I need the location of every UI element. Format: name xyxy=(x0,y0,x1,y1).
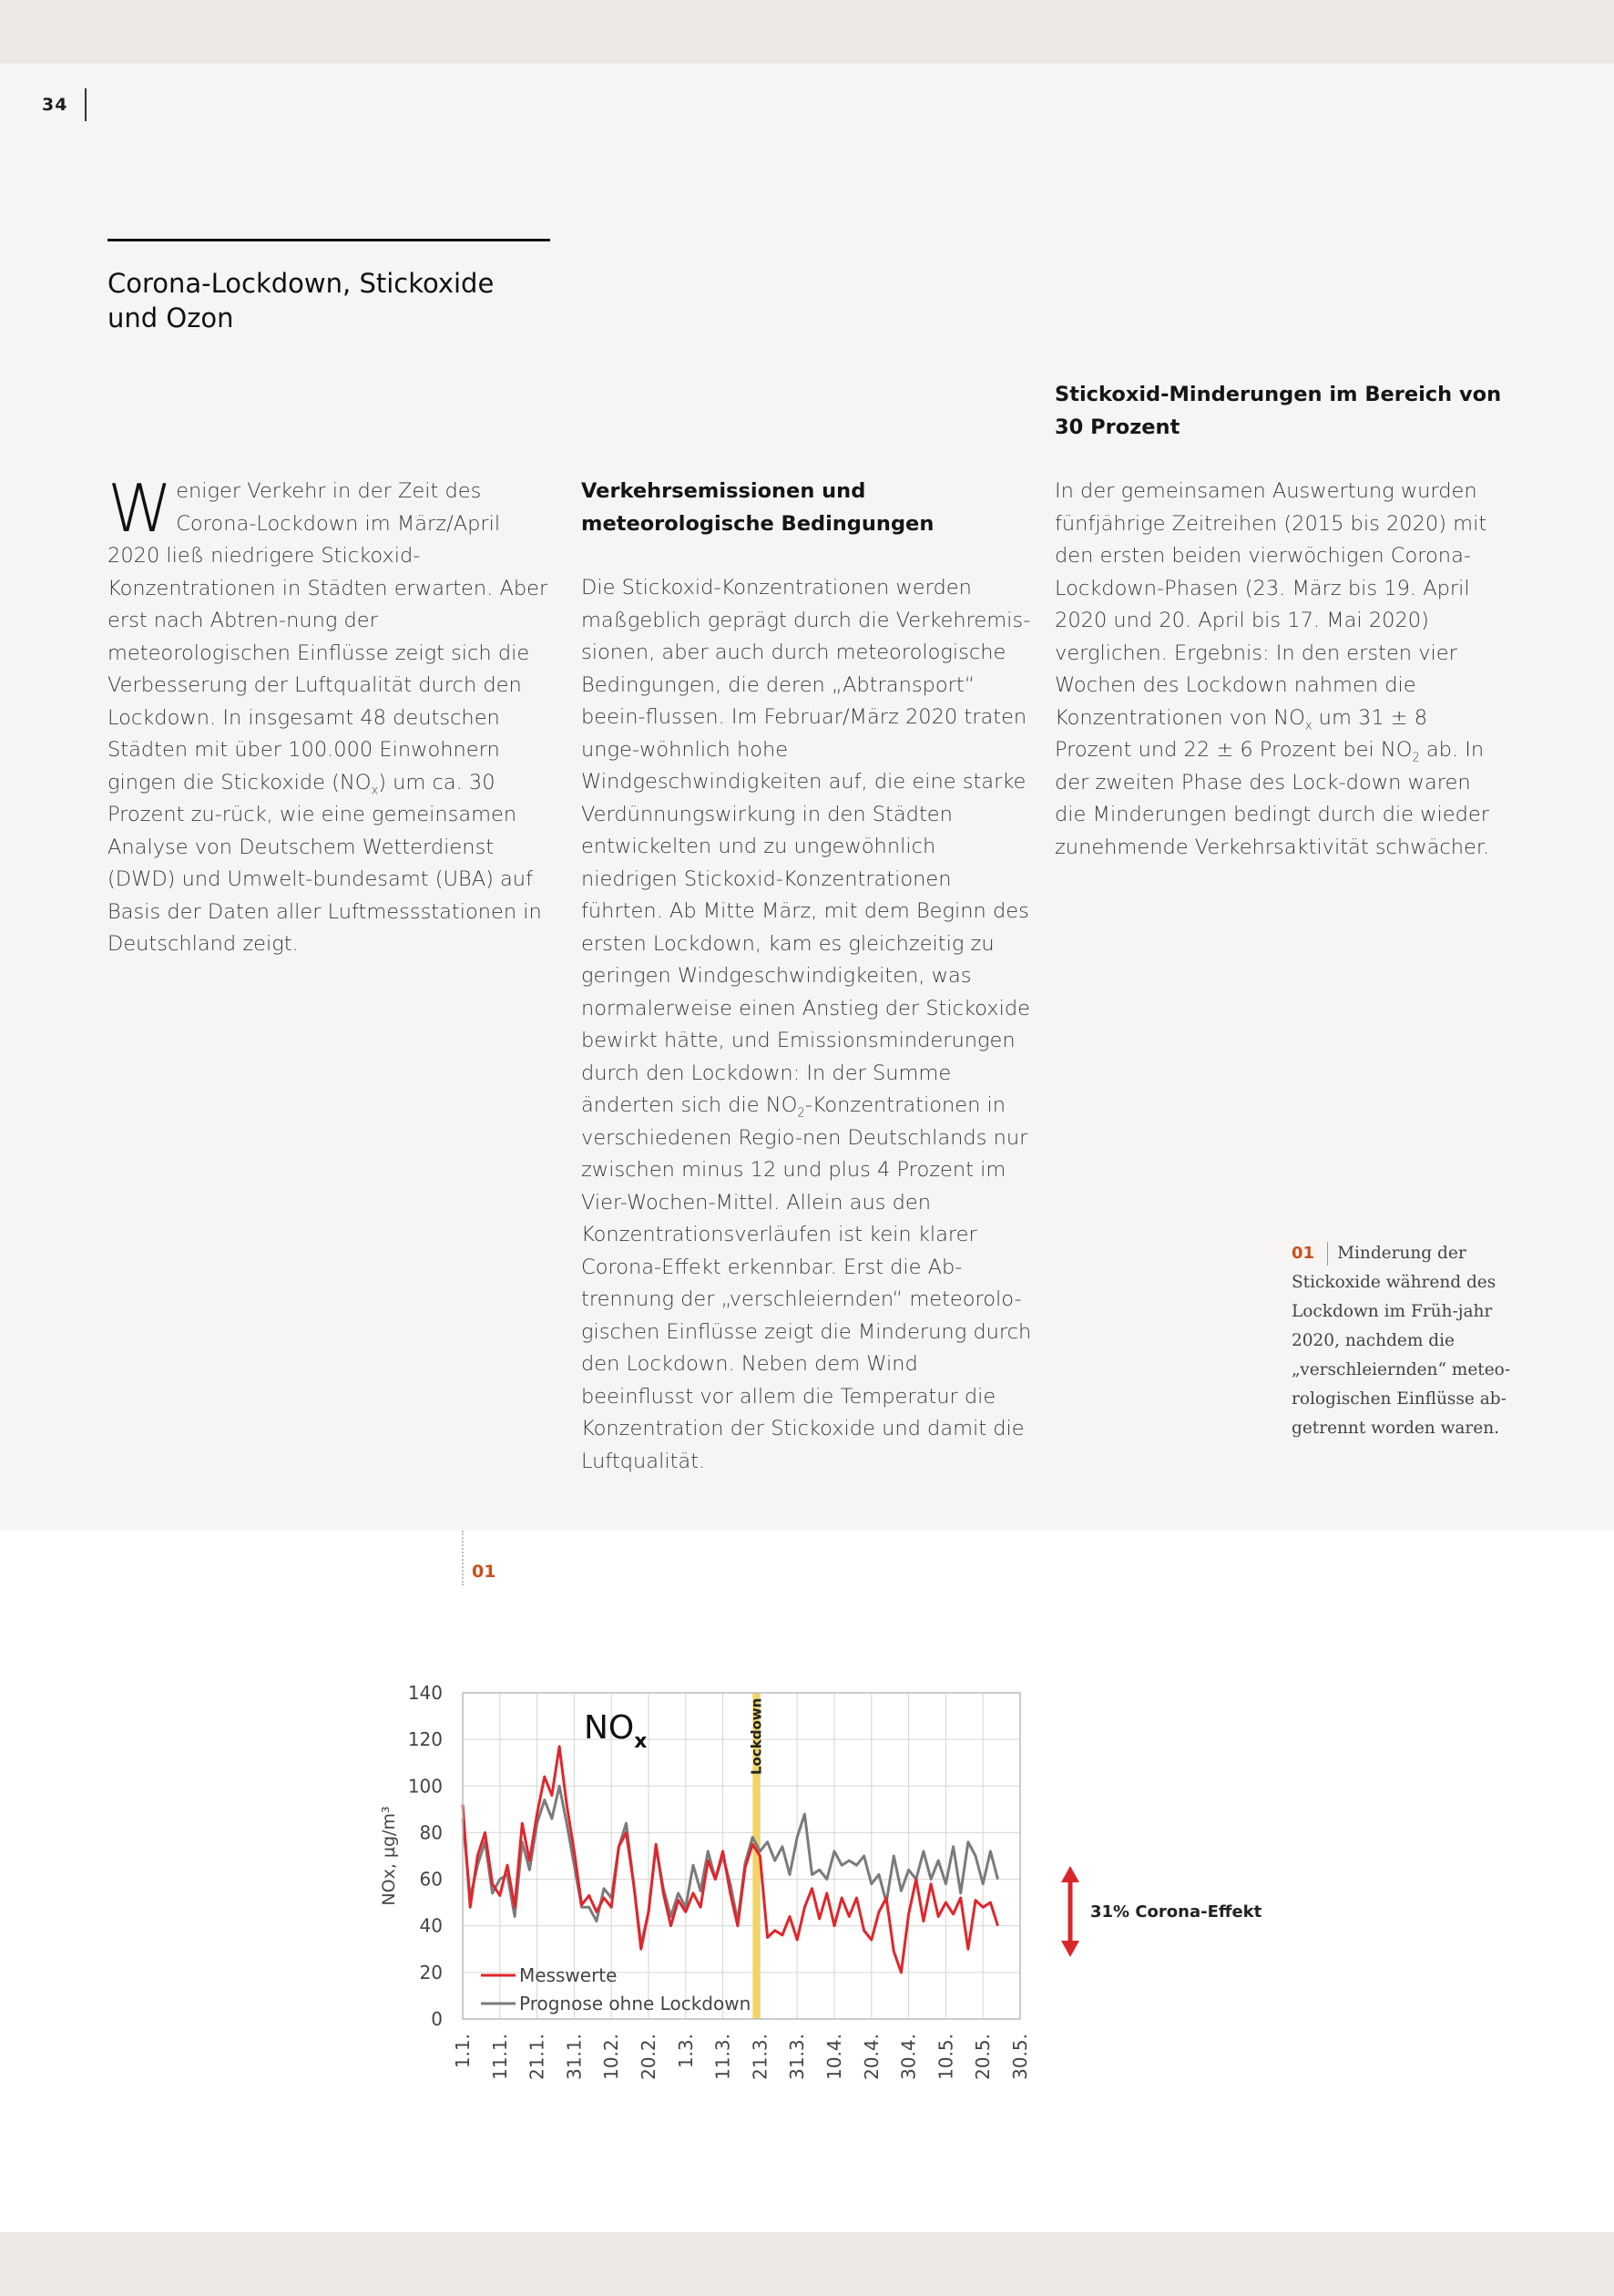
column-2 xyxy=(581,476,1032,1478)
col3-text-2: um 31 ± 8 Prozent und 22 ± 6 Prozent bei NO xyxy=(1055,705,1428,762)
col2-text-2: -Konzentrationen in verschiedenen Regio-nen Deutschlands nur zwischen minus 12 und plus 4 Prozent im Vier-Wochen-Mittel. Allein aus den Konzentrationsverläufen ist kein klarer Corona-Effekt erkennbar. Erst die Ab-trennung der „verschleiernden“ meteorolo-gischen Einflüsse zeigt die Minderung durch den Lockdown. Neben dem Wind beeinflusst vor allem die Temperatur die Konzentration der Stickoxide und damit die Luftqualität. xyxy=(581,1093,1032,1473)
x-tick-label: 21.3. xyxy=(749,2034,771,2080)
x-tick-label: 20.4. xyxy=(860,2034,883,2080)
x-tick-label: 1.3. xyxy=(674,2034,697,2069)
y-tick-label: 20 xyxy=(419,1961,443,1983)
figure-number: 01 xyxy=(472,1562,496,1582)
caption-number: 01 xyxy=(1292,1244,1315,1263)
page-number-rule xyxy=(85,88,87,121)
x-tick-label: 10.2. xyxy=(600,2034,623,2080)
effect-arrow-head-down xyxy=(1061,1941,1079,1957)
title-line-2: und Ozon xyxy=(107,302,234,333)
y-tick-label: 120 xyxy=(407,1728,443,1751)
figure-caption xyxy=(1292,1239,1519,1443)
x-tick-label: 31.3. xyxy=(786,2034,809,2080)
x-tick-label: 20.5. xyxy=(972,2034,995,2080)
column-1 xyxy=(107,470,558,961)
title-rule xyxy=(107,239,550,241)
column-3 xyxy=(1055,379,1506,864)
y-axis-label: NOx, µg/m³ xyxy=(379,1806,399,1906)
chart-title-main: NO xyxy=(584,1709,635,1747)
col3-text-1: In der gemeinsamen Auswertung wurden fünfjährige Zeitreihen (2015 bis 2020) mit den ersten beiden vierwöchigen Corona-Lockdown-Phasen (23. März bis 19. April 2020 und 20. April bis 17. Mai 2020) verglichen. Ergebnis: In den ersten vier Wochen des Lockdown nahmen die Konzentrationen von NO xyxy=(1055,479,1487,730)
x-tick-label: 11.1. xyxy=(488,2034,511,2080)
col1-text-1: eniger Verkehr in der Zeit des Corona-Lockdown im März/April 2020 ließ niedrigere Stickoxid-Konzentrationen in Städten erwarten. Aber erst nach Abtren-nung der meteorologischen Einflüsse zeigt sich die Verbesserung der Luftqualität durch den Lockdown. In insgesamt 48 deutschen Städten mit über 100.000 Einwohnern gingen die Stickoxide (NO xyxy=(107,479,548,794)
x-tick-label: 21.1. xyxy=(526,2034,548,2080)
x-tick-label: 11.3. xyxy=(711,2034,734,2080)
effect-label: 31% Corona-Effekt xyxy=(1090,1902,1262,1922)
drop-cap: W xyxy=(107,470,173,547)
col1-text-2: ) um ca. 30 Prozent zu-rück, wie eine gemeinsamen Analyse von Deutschem Wetterdienst (DWD) und Umwelt-bundesamt (UBA) auf Basis der Daten aller Luftmessstationen in Deutschland zeigt. xyxy=(107,770,542,956)
x-tick-label: 1.1. xyxy=(452,2034,474,2069)
legend-label: Messwerte xyxy=(519,1964,618,1986)
corona-effect-annotation xyxy=(1061,1866,1262,1957)
x-tick-label: 30.4. xyxy=(897,2034,920,2080)
col2-sub-1: 2 xyxy=(797,1106,805,1121)
y-tick-label: 40 xyxy=(419,1914,443,1937)
chart-legend xyxy=(481,1964,751,2014)
y-tick-label: 100 xyxy=(407,1775,443,1798)
title-line-1: Corona-Lockdown, Stickoxide xyxy=(107,268,495,299)
y-tick-label: 0 xyxy=(431,2008,443,2030)
x-axis-ticks xyxy=(452,2034,1031,2080)
col1-sub-1: x xyxy=(371,784,379,797)
y-tick-label: 140 xyxy=(407,1682,443,1704)
col2-text-1: Die Stickoxid-Konzentrationen werden maßgeblich geprägt durch die Verkehremis-sionen, aber auch durch meteorologische Bedingungen, die deren „Abtransport“ beein-flussen. Im Februar/März 2020 traten unge-wöhnlich hohe Windgeschwindigkeiten auf, die eine starke Verdünnungswirkung in den Städten entwickelten und zu ungewöhnlich niedrigen Stickoxid-Konzentrationen führten. Ab Mitte März, mit dem Beginn des ersten Lockdown, kam es gleichzeitig zu geringen Windgeschwindigkeiten, was normalerweise einen Anstieg der Stickoxide bewirkt hätte, und Emissionsminderungen durch den Lockdown: In der Summe änderten sich die NO xyxy=(581,576,1031,1117)
effect-arrow-head-up xyxy=(1061,1866,1079,1882)
column-2-paragraph xyxy=(581,572,1032,1478)
lockdown-label: Lockdown xyxy=(748,1697,765,1775)
column-3-heading: Stickoxid-Minderungen im Bereich von 30 Prozent xyxy=(1055,383,1502,439)
series-line-messwerte xyxy=(463,1747,998,1973)
col3-text-3: ab. In der zweiten Phase des Lock-down waren die Minderungen bedingt durch die wieder zunehmende Verkehrsaktivität schwächer. xyxy=(1055,738,1490,859)
nox-chart xyxy=(355,1667,1266,2096)
caption-divider xyxy=(1327,1242,1328,1266)
chart-title-sub: x xyxy=(634,1730,648,1753)
figure-marker-line xyxy=(462,1531,464,1585)
y-axis-ticks xyxy=(408,1682,443,2030)
page-number: 34 xyxy=(42,95,68,115)
x-tick-label: 31.1. xyxy=(563,2034,586,2080)
y-tick-label: 60 xyxy=(419,1868,443,1891)
column-1-paragraph xyxy=(107,470,558,961)
column-2-heading: Verkehrsemissionen und meteorologische Bedingungen xyxy=(581,479,935,536)
legend-label: Prognose ohne Lockdown xyxy=(519,1993,751,2014)
col3-sub-2: 2 xyxy=(1412,751,1420,765)
article-title xyxy=(107,266,563,335)
x-tick-label: 30.5. xyxy=(1009,2034,1031,2080)
x-tick-label: 20.2. xyxy=(638,2034,659,2080)
column-3-paragraph xyxy=(1055,476,1506,864)
x-tick-label: 10.5. xyxy=(935,2034,957,2080)
chart-title xyxy=(584,1709,647,1753)
caption-text: Minderung der Stickoxide während des Lockdown im Früh-jahr 2020, nachdem die „verschleiernden“ meteo-rologischen Einflüsse ab-getrennt worden waren. xyxy=(1292,1244,1511,1438)
series-line-prognose xyxy=(463,1786,998,1944)
x-tick-label: 10.4. xyxy=(823,2034,845,2080)
y-tick-label: 80 xyxy=(419,1821,443,1844)
chart-series xyxy=(463,1747,998,1973)
col3-sub-1: x xyxy=(1304,719,1313,733)
